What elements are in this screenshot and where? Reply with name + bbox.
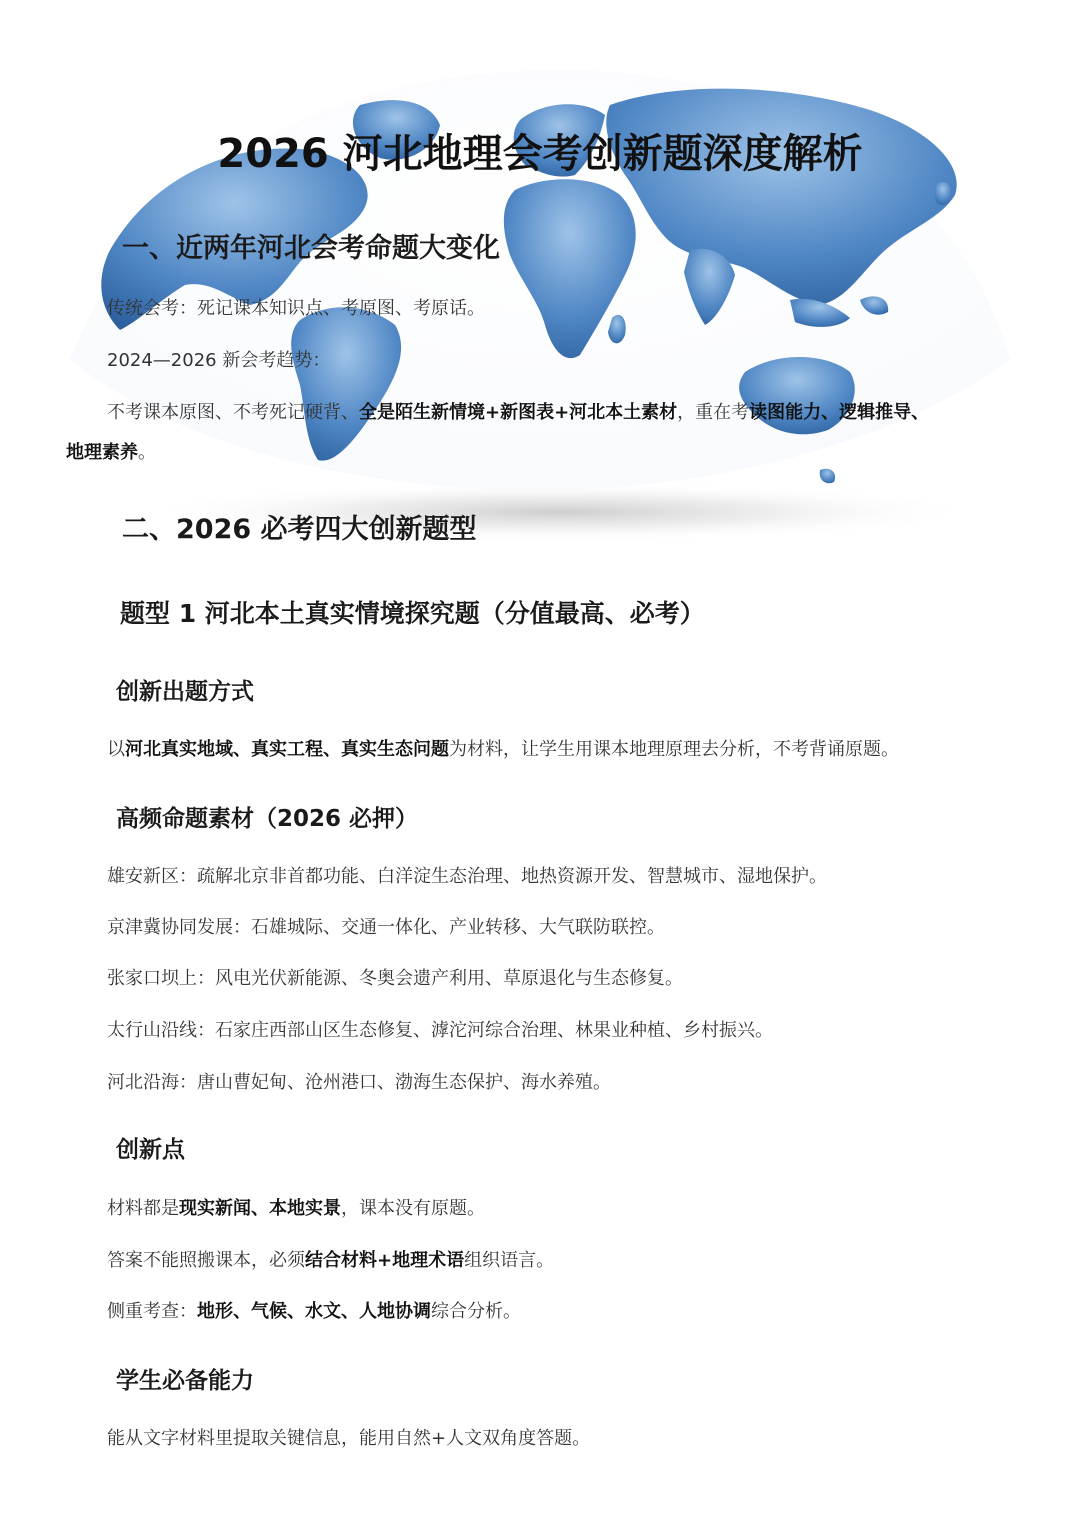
ability-text: 能从文字材料里提取关键信息，能用自然+人文双角度答题。 [107, 1428, 591, 1449]
traditional-exam-text: 传统会考：死记课本知识点、考原图、考原话。 [107, 298, 485, 319]
material-item: 张家口坝上：风电光伏新能源、冬奥会遗产利用、草原退化与生态修复。 [107, 968, 683, 989]
method-text [107, 735, 899, 761]
innovation-emphasis: 现实新闻、本地实景 [179, 1198, 341, 1219]
section-heading-changes: 一、近两年河北会考命题大变化 [122, 233, 500, 264]
world-map-globe-image [0, 0, 1080, 560]
method-heading: 创新出题方式 [116, 679, 254, 705]
innovation-text: 材料都是 [107, 1198, 179, 1219]
trend-emphasis-2: 读图能力、逻辑推导、 [749, 402, 930, 423]
trend-line2-end: 。 [138, 442, 156, 463]
innovation-text: ，课本没有原题。 [341, 1198, 485, 1219]
innovation-text: 综合分析。 [431, 1301, 521, 1322]
material-item: 河北沿海：唐山曹妃甸、沧州港口、渤海生态保护、海水养殖。 [107, 1072, 611, 1093]
section-heading-types: 二、2026 必考四大创新题型 [122, 514, 477, 545]
trend-label: 2024—2026 新会考趋势： [107, 350, 331, 371]
trend-emphasis-1: 全是陌生新情境+新图表+河北本土素材 [359, 402, 678, 423]
method-emphasis: 河北真实地域、真实工程、真实生态问题 [125, 739, 449, 760]
materials-heading: 高频命题素材（2026 必押） [116, 806, 419, 832]
page-title: 2026 河北地理会考创新题深度解析 [217, 131, 863, 177]
innovation-text: 答案不能照搬课本，必须 [107, 1250, 305, 1271]
trend-text-c: ，重在考 [677, 402, 750, 423]
trend-paragraph-line2 [66, 438, 156, 464]
innovation-line [107, 1246, 554, 1272]
trend-paragraph-line1 [107, 398, 929, 424]
ability-heading: 学生必备能力 [116, 1368, 254, 1394]
innovation-heading: 创新点 [116, 1137, 185, 1163]
material-item: 太行山沿线：石家庄西部山区生态修复、滹沱河综合治理、林果业种植、乡村振兴。 [107, 1020, 773, 1041]
innovation-text: 组织语言。 [464, 1250, 555, 1271]
innovation-emphasis: 结合材料+地理术语 [305, 1250, 465, 1271]
material-item: 雄安新区：疏解北京非首都功能、白洋淀生态治理、地热资源开发、智慧城市、湿地保护。 [107, 866, 827, 887]
method-text-a: 以 [107, 739, 125, 760]
method-text-c: 为材料，让学生用课本地理原理去分析，不考背诵原题。 [449, 739, 899, 760]
innovation-line [107, 1297, 521, 1323]
trend-emphasis-3: 地理素养 [66, 442, 138, 463]
innovation-line [107, 1194, 485, 1220]
type1-heading: 题型 1 河北本土真实情境探究题（分值最高、必考） [120, 599, 705, 628]
innovation-emphasis: 地形、气候、水文、人地协调 [197, 1301, 431, 1322]
trend-text-a: 不考课本原图、不考死记硬背、 [107, 402, 359, 423]
innovation-text: 侧重考查： [107, 1301, 197, 1322]
material-item: 京津冀协同发展：石雄城际、交通一体化、产业转移、大气联防联控。 [107, 917, 665, 938]
